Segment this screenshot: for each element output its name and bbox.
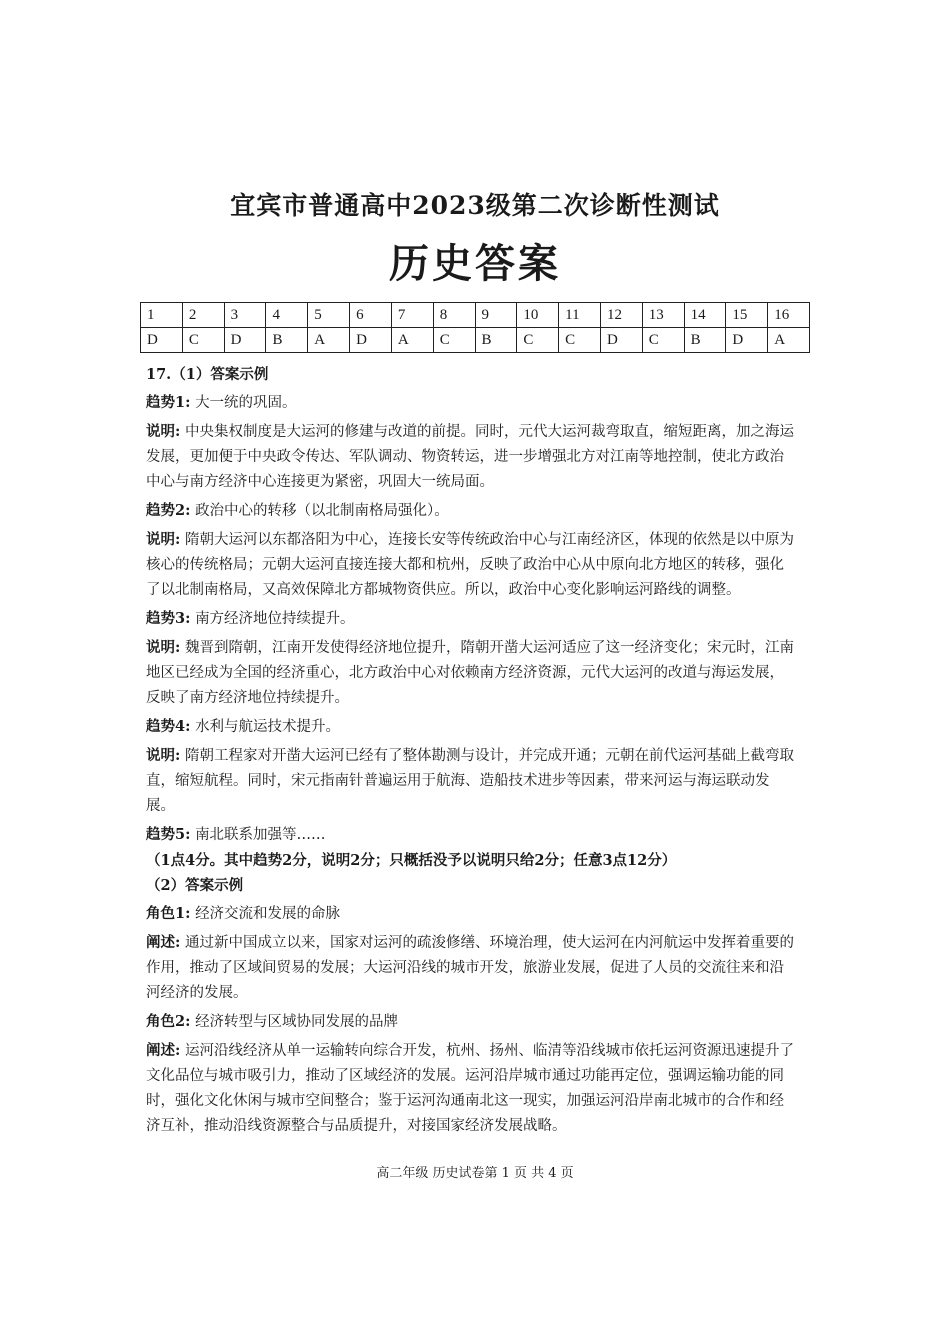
answer-cell: D (350, 328, 392, 353)
answer-cell: C (433, 328, 475, 353)
elaboration-text: 运河沿线经济从单一运输转向综合开发，杭州、扬州、临清等沿线城市依托运河资源迅速提升了文化品位与城市吸引力，推动了区域经济的发展。运河沿岸城市通过功能再定位，强调运输功能的同时，强化文化休闲与城市空间整合；鉴于运河沟通南北这一现实，加强运河沿岸南北城市的合作和经济互补，推动沿线资源整合与品质提升，对接国家经济发展战略。 (146, 1043, 794, 1134)
trend-text: 南方经济地位持续提升。 (195, 611, 355, 627)
answer-cell: B (266, 328, 308, 353)
trend-5 (146, 822, 796, 848)
explanation-text: 中央集权制度是大运河的修建与改道的前提。同时，元代大运河裁弯取直，缩短距离，加之海运发展，更加便于中央政令传达、军队调动、物资转运，进一步增强北方对江南等地控制，使北方政治中心与南方经济中心连接更为紧密，巩固大一统局面。 (146, 424, 794, 490)
elaboration-label: 阐述: (146, 934, 181, 951)
role-text: 经济转型与区域协同发展的品牌 (195, 1014, 399, 1030)
explanation-4 (146, 743, 796, 819)
explanation-label: 说明: (146, 531, 181, 548)
answer-cell: C (517, 328, 559, 353)
question-number-cell: 5 (308, 303, 350, 328)
part1-heading: 17.（1）答案示例 (146, 366, 269, 383)
question-number-cell: 2 (182, 303, 224, 328)
answer-cell: D (224, 328, 266, 353)
trend-label: 趋势1: (146, 394, 191, 411)
trend-text: 南北联系加强等…… (195, 827, 326, 843)
page-title: 宜宾市普通高中2023级第二次诊断性测试 (230, 191, 720, 220)
answer-cell: B (475, 328, 517, 353)
answer-cell: D (726, 328, 768, 353)
answer-cell: D (141, 328, 183, 353)
role-label: 角色1: (146, 905, 191, 922)
explanation-label: 说明: (146, 639, 181, 656)
question-number-cell: 7 (391, 303, 433, 328)
page-footer: 高二年级 历史试卷第 1 页 共 4 页 (376, 1166, 574, 1181)
answer-cell: C (182, 328, 224, 353)
elaboration-2 (146, 1038, 796, 1139)
trend-text: 大一统的巩固。 (195, 395, 297, 411)
role-2 (146, 1009, 796, 1035)
answer-cell: D (600, 328, 642, 353)
elaboration-label: 阐述: (146, 1042, 181, 1059)
trend-4 (146, 714, 796, 740)
question-number-cell: 9 (475, 303, 517, 328)
explanation-text: 隋朝工程家对开凿大运河已经有了整体勘测与设计，并完成开通；元朝在前代运河基础上截弯取直，缩短航程。同时，宋元指南针普遍运用于航海、造船技术进步等因素，带来河运与海运联动发展。 (146, 748, 794, 814)
question-number-row (141, 303, 810, 328)
explanation-text: 魏晋到隋朝，江南开发使得经济地位提升，隋朝开凿大运河适应了这一经济变化；宋元时，江南地区已经成为全国的经济重心，北方政治中心对依赖南方经济资源，元代大运河的改道与海运发展，反映了南方经济地位持续提升。 (146, 640, 794, 706)
elaboration-text: 通过新中国成立以来，国家对运河的疏浚修缮、环境治理，使大运河在内河航运中发挥着重要的作用，推动了区域间贸易的发展；大运河沿线的城市开发，旅游业发展，促进了人员的交流往来和沿河经济的发展。 (146, 935, 794, 1001)
role-text: 经济交流和发展的命脉 (195, 906, 341, 922)
question-number-cell: 3 (224, 303, 266, 328)
answer-cell: A (391, 328, 433, 353)
explanation-label: 说明: (146, 747, 181, 764)
question-number-cell: 10 (517, 303, 559, 328)
question-number-cell: 13 (642, 303, 684, 328)
answer-cell: A (308, 328, 350, 353)
trend-text: 水利与航运技术提升。 (195, 719, 341, 735)
answer-row (141, 328, 810, 353)
trend-label: 趋势2: (146, 502, 191, 519)
trend-label: 趋势5: (146, 826, 191, 843)
elaboration-1 (146, 930, 796, 1006)
answer-cell: A (768, 328, 810, 353)
multiple-choice-answer-table (140, 302, 810, 353)
question-number-cell: 8 (433, 303, 475, 328)
answer-cell: C (559, 328, 601, 353)
role-1 (146, 901, 796, 927)
part2-heading: （2）答案示例 (146, 877, 244, 894)
trend-text: 政治中心的转移（以北制南格局强化）。 (195, 503, 449, 519)
page-subtitle: 历史答案 (389, 240, 561, 287)
trend-label: 趋势4: (146, 718, 191, 735)
question-number-cell: 15 (726, 303, 768, 328)
explanation-1 (146, 419, 796, 495)
question-number-cell: 6 (350, 303, 392, 328)
explanation-text: 隋朝大运河以东都洛阳为中心，连接长安等传统政治中心与江南经济区，体现的依然是以中原为核心的传统格局；元朝大运河直接连接大都和杭州，反映了政治中心从中原向北方地区的转移，强化了以北制南格局，又高效保障北方都城物资供应。所以，政治中心变化影响运河路线的调整。 (146, 532, 794, 598)
question-number-cell: 12 (600, 303, 642, 328)
explanation-2 (146, 527, 796, 603)
role-label: 角色2: (146, 1013, 191, 1030)
question-number-cell: 16 (768, 303, 810, 328)
question-17-answers (146, 362, 796, 1139)
question-number-cell: 4 (266, 303, 308, 328)
explanation-3 (146, 635, 796, 711)
trend-2 (146, 498, 796, 524)
answer-cell: B (684, 328, 726, 353)
question-number-cell: 1 (141, 303, 183, 328)
explanation-label: 说明: (146, 423, 181, 440)
trend-1 (146, 390, 796, 416)
answer-cell: C (642, 328, 684, 353)
question-number-cell: 14 (684, 303, 726, 328)
trend-3 (146, 606, 796, 632)
trend-label: 趋势3: (146, 610, 191, 627)
scoring-note: （1点4分。其中趋势2分，说明2分；只概括没予以说明只给2分；任意3点12分） (146, 852, 677, 869)
question-number-cell: 11 (559, 303, 601, 328)
